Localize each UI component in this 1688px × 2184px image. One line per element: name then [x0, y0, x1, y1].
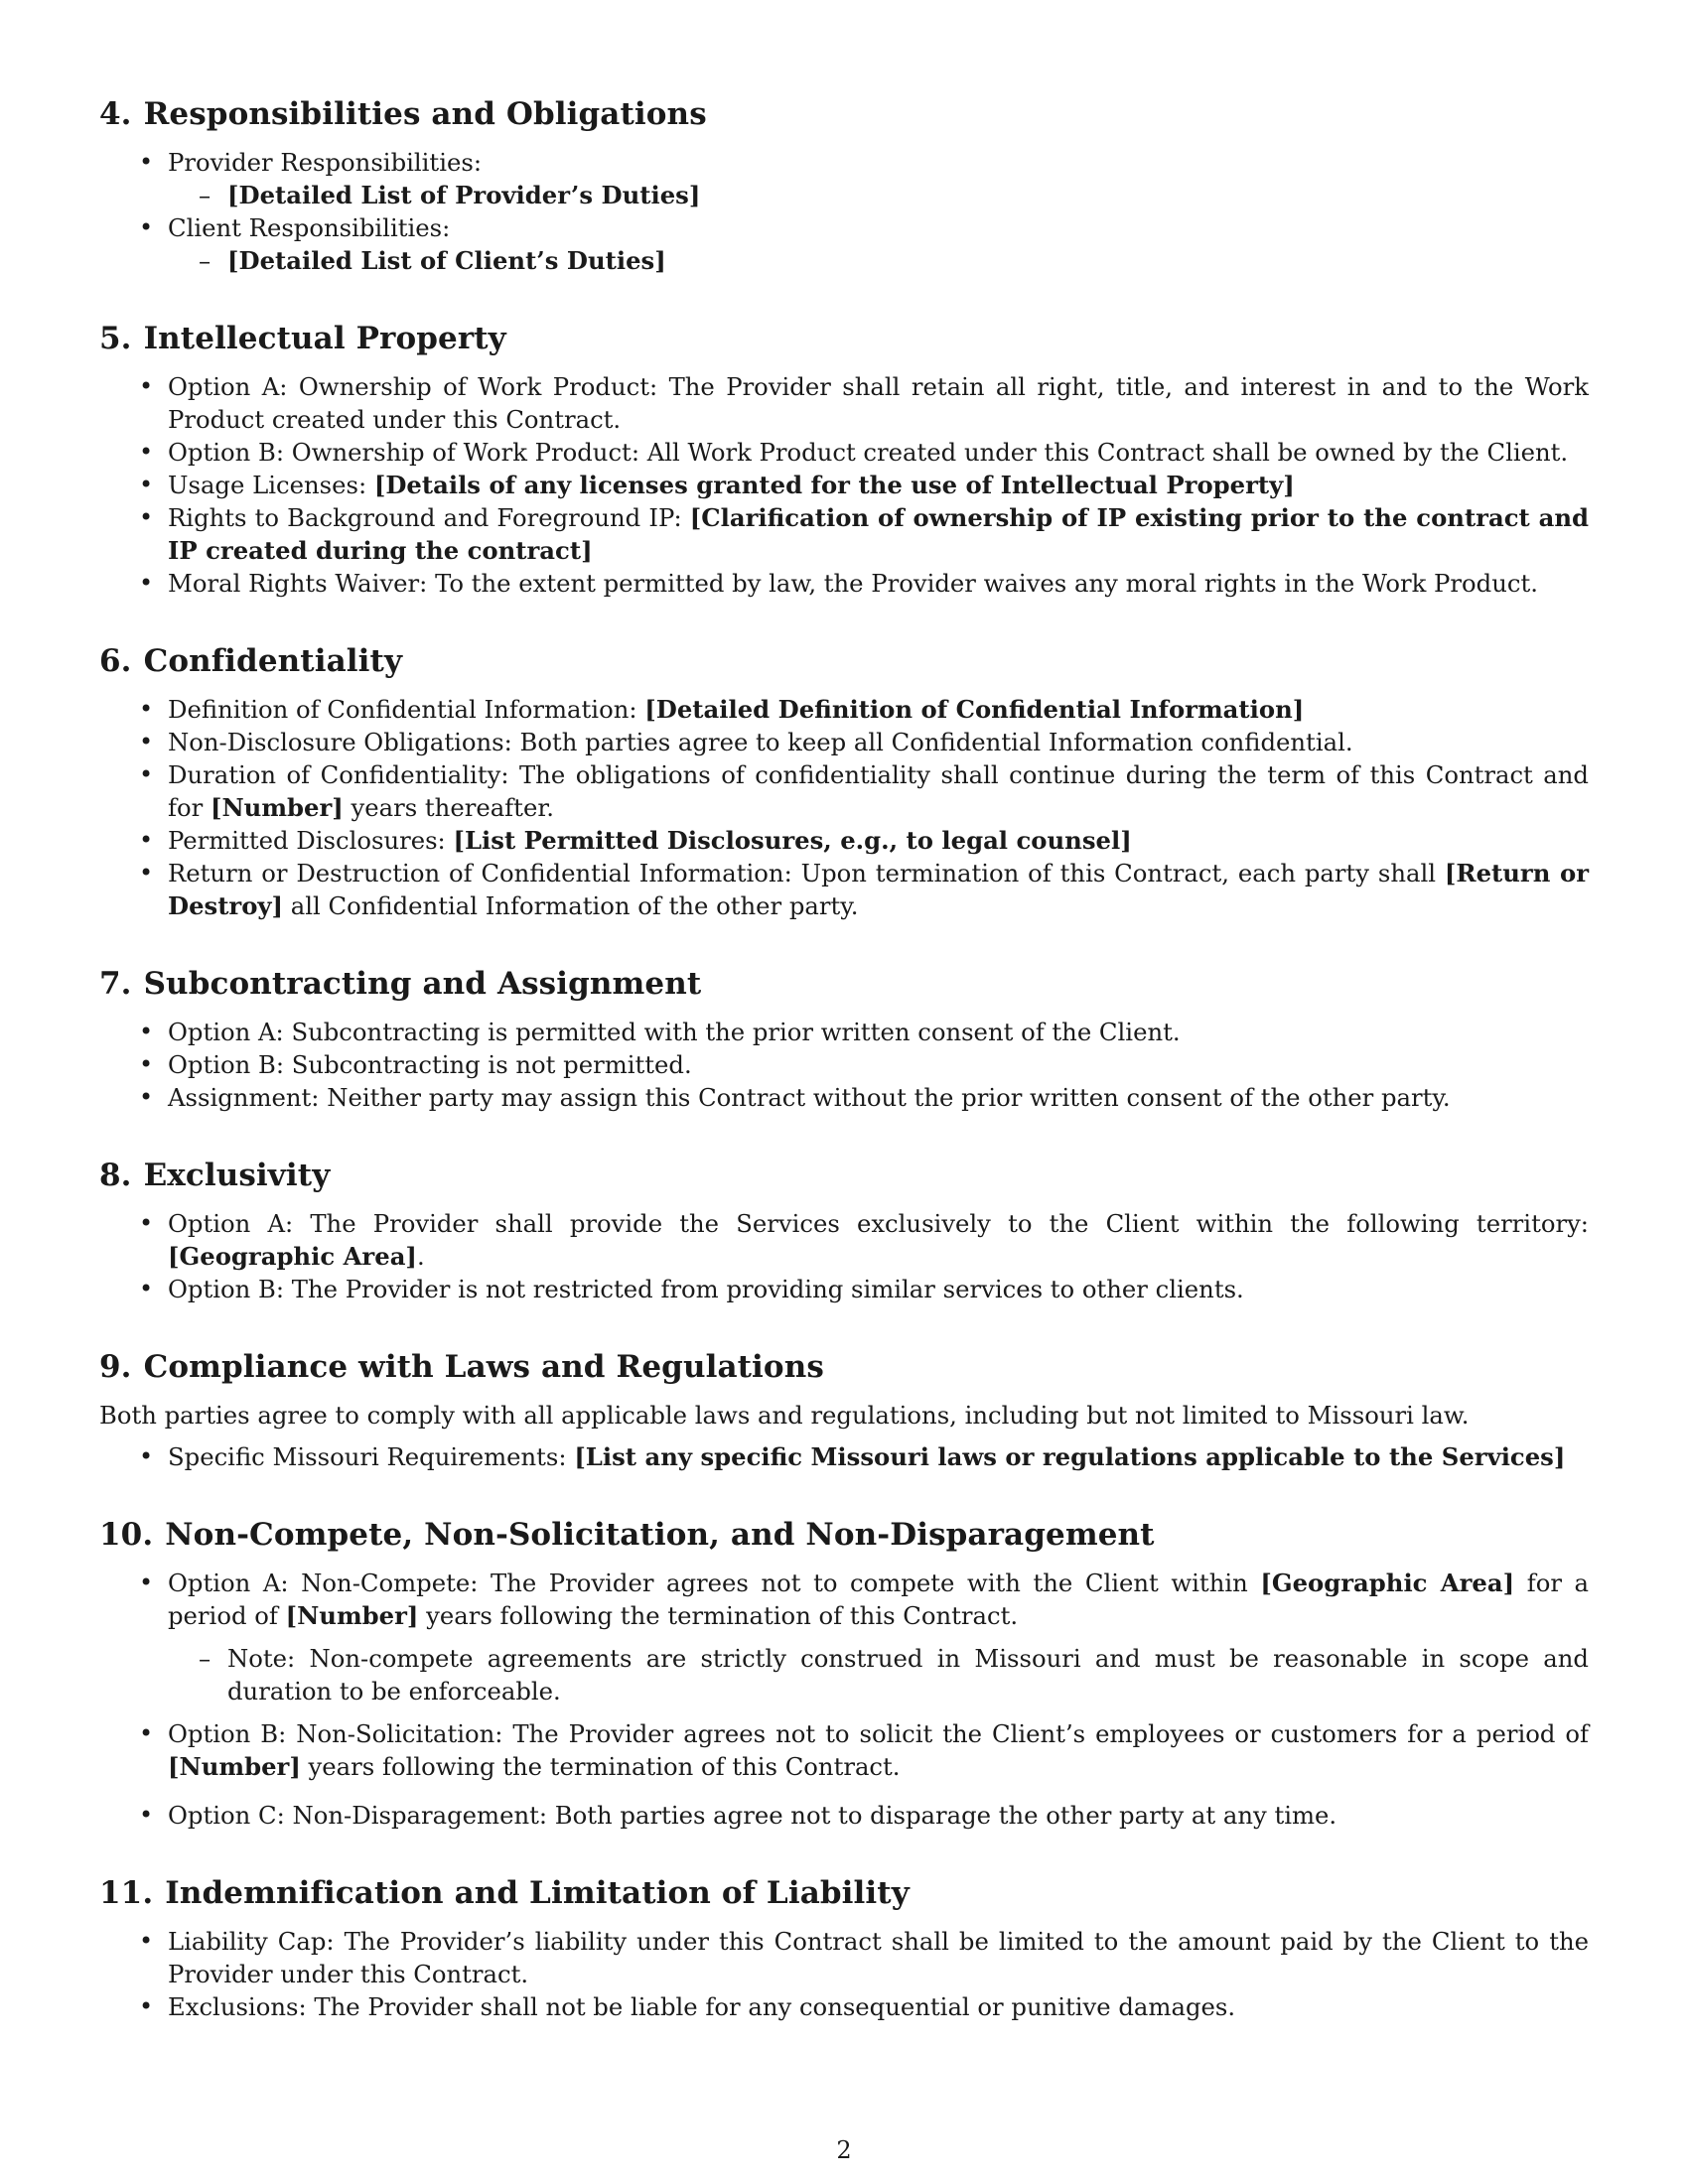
item-text: Option B: Subcontracting is not permitted. [168, 1050, 692, 1079]
list-item [99, 1567, 1589, 1632]
sub-list-item [99, 1642, 1589, 1707]
section-9 [99, 1348, 1589, 1473]
bullet-list [99, 370, 1589, 600]
bullet-list [99, 1440, 1589, 1473]
bullet-list [99, 146, 1589, 277]
item-text: Rights to Background and Foreground IP: [168, 503, 690, 532]
section-8 [99, 1157, 1589, 1305]
section-heading [99, 1348, 1589, 1386]
placeholder-text: [List Permitted Disclosures, e.g., to legal counsel] [453, 826, 1132, 855]
section-title: Confidentiality [143, 643, 403, 679]
section-title: Subcontracting and Assignment [143, 966, 702, 1002]
list-item [99, 1016, 1589, 1048]
item-text: Moral Rights Waiver: To the extent permitted by law, the Provider waives any moral rights in the Work Product. [168, 569, 1538, 598]
item-text: Return or Destruction of Confidential Information: Upon termination of this Contract, each party shall [168, 859, 1445, 887]
placeholder-text: [Geographic Area] [1260, 1569, 1515, 1597]
bullet-list [99, 1925, 1589, 2023]
list-item [99, 1207, 1589, 1273]
placeholder-text: [Detailed List of Provider’s Duties] [227, 181, 701, 209]
section-heading [99, 95, 1589, 133]
placeholder-text: [Number] [210, 793, 344, 822]
section-title: Responsibilities and Obligations [143, 96, 707, 132]
placeholder-text: [Clarification of ownership of IP existing prior to the contract and IP created during the contract] [168, 503, 1589, 565]
list-item [99, 1990, 1589, 2023]
section-title: Indemnification and Limitation of Liability [165, 1875, 910, 1911]
list-item [99, 1925, 1589, 1990]
item-text: Option B: Non-Solicitation: The Provider agrees not to solicit the Client’s employees or customers for a period of [168, 1719, 1589, 1748]
list-item [99, 1717, 1589, 1783]
list-item [99, 1799, 1589, 1832]
placeholder-text: [Detailed List of Client’s Duties] [227, 246, 666, 275]
item-text: Duration of Confidentiality: The obligations of confidentiality shall continue during the term of this Contract and for [168, 760, 1589, 822]
placeholder-text: [Details of any licenses granted for the use of Intellectual Property] [373, 471, 1295, 499]
item-text: Option A: Non-Compete: The Provider agrees not to compete with the Client within [168, 1569, 1261, 1597]
list-item [99, 726, 1589, 758]
item-text: Option A: Ownership of Work Product: The Provider shall retain all right, title, and interest in and to the Work Product created under this Contract. [168, 372, 1589, 434]
item-text: Definition of Confidential Information: [168, 695, 645, 724]
item-text: Client Responsibilities: [168, 213, 451, 242]
item-text: Option A: Subcontracting is permitted with the prior written consent of the Client. [168, 1018, 1181, 1046]
placeholder-text: [Detailed Definition of Confidential Information] [644, 695, 1305, 724]
section-6 [99, 642, 1589, 922]
section-heading [99, 965, 1589, 1003]
section-heading [99, 1874, 1589, 1912]
item-text: . [416, 1242, 425, 1271]
section-number: 4. [99, 96, 132, 132]
section-4 [99, 95, 1589, 277]
list-item [99, 146, 1589, 179]
list-item [99, 436, 1589, 469]
section-title: Compliance with Laws and Regulations [143, 1349, 824, 1385]
bullet-list [99, 1207, 1589, 1305]
note-text: Note: Non-compete agreements are strictly construed in Missouri and must be reasonable in scope and duration to be enforceable. [227, 1644, 1589, 1706]
bullet-list [99, 693, 1589, 922]
section-7 [99, 965, 1589, 1114]
section-number: 9. [99, 1349, 132, 1385]
section-heading [99, 1516, 1589, 1554]
item-text: Usage Licenses: [168, 471, 374, 499]
section-title: Exclusivity [143, 1158, 331, 1193]
list-item [99, 824, 1589, 857]
section-number: 5. [99, 321, 132, 356]
list-item [99, 567, 1589, 600]
list-item [99, 1081, 1589, 1114]
bullet-list [99, 1567, 1589, 1832]
section-heading [99, 642, 1589, 680]
list-item [99, 857, 1589, 922]
section-number: 10. [99, 1517, 154, 1553]
section-heading [99, 320, 1589, 357]
item-text: Option C: Non-Disparagement: Both parties agree not to disparage the other party at any time. [168, 1801, 1337, 1830]
item-text: Liability Cap: The Provider’s liability under this Contract shall be limited to the amount paid by the Client to the Provider under this Contract. [168, 1927, 1589, 1988]
placeholder-text: [Geographic Area] [168, 1242, 417, 1271]
item-text: Specific Missouri Requirements: [168, 1442, 575, 1471]
list-item [99, 370, 1589, 436]
item-text: for a period of [168, 1569, 1589, 1630]
list-item [99, 693, 1589, 726]
section-number: 6. [99, 643, 132, 679]
list-item [99, 1440, 1589, 1473]
section-heading [99, 1157, 1589, 1194]
item-text: Exclusions: The Provider shall not be liable for any consequential or punitive damages. [168, 1992, 1236, 2021]
item-text: years thereafter. [343, 793, 554, 822]
item-text: Option B: The Provider is not restricted from providing similar services to other clients. [168, 1275, 1244, 1303]
section-number: 7. [99, 966, 132, 1002]
list-item [99, 211, 1589, 244]
item-text: Assignment: Neither party may assign this Contract without the prior written consent of the other party. [168, 1083, 1451, 1112]
document-page [99, 95, 1589, 2066]
item-text: years following the termination of this Contract. [418, 1601, 1019, 1630]
section-number: 8. [99, 1158, 132, 1193]
item-text: Option A: The Provider shall provide the Services exclusively to the Client within the following territory: [168, 1209, 1589, 1238]
item-text: Permitted Disclosures: [168, 826, 454, 855]
page-number: 2 [836, 2136, 852, 2164]
placeholder-text: [Number] [168, 1752, 301, 1781]
sub-list-item [99, 244, 1589, 277]
placeholder-text: [List any specific Missouri laws or regulations applicable to the Services] [574, 1442, 1566, 1471]
section-title: Intellectual Property [143, 321, 506, 356]
list-item [99, 1273, 1589, 1305]
list-item [99, 469, 1589, 501]
list-item [99, 501, 1589, 567]
item-text: Provider Responsibilities: [168, 148, 483, 177]
list-item [99, 758, 1589, 824]
paragraph: Both parties agree to comply with all applicable laws and regulations, including but not limited to Missouri law. [99, 1401, 1470, 1430]
section-title: Non-Compete, Non-Solicitation, and Non-Disparagement [165, 1517, 1155, 1553]
list-item [99, 1048, 1589, 1081]
bullet-list [99, 1016, 1589, 1114]
section-10 [99, 1516, 1589, 1832]
item-text: Option B: Ownership of Work Product: All Work Product created under this Contract shall be owned by the Client. [168, 438, 1569, 467]
placeholder-text: [Return or Destroy] [168, 859, 1589, 920]
placeholder-text: [Number] [285, 1601, 419, 1630]
section-11 [99, 1874, 1589, 2023]
item-text: all Confidential Information of the other party. [283, 891, 859, 920]
sub-list-item [99, 179, 1589, 211]
item-text: years following the termination of this Contract. [300, 1752, 901, 1781]
section-5 [99, 320, 1589, 600]
section-number: 11. [99, 1875, 154, 1911]
item-text: Non-Disclosure Obligations: Both parties agree to keep all Confidential Information confidential. [168, 728, 1353, 756]
